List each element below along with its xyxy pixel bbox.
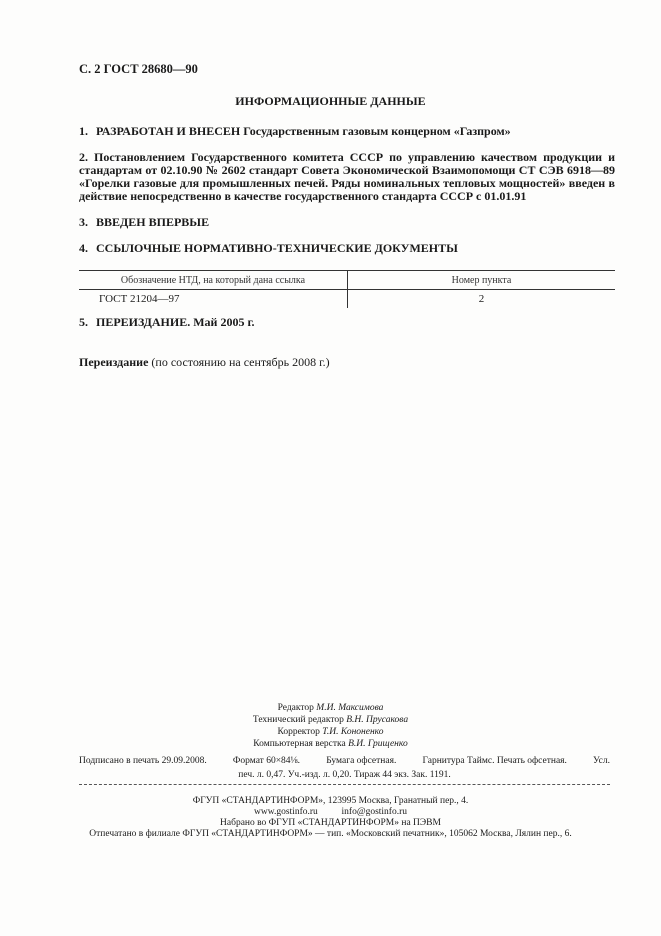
reissue-label: Переиздание xyxy=(79,355,149,369)
table-header-row xyxy=(79,271,615,290)
item-number: 4. xyxy=(79,241,88,255)
info-item-1 xyxy=(79,125,615,138)
info-item-4 xyxy=(79,242,615,255)
imprint-paper: Бумага офсетная. xyxy=(326,756,397,766)
item-number: 1. xyxy=(79,124,88,138)
publisher-printed: Отпечатано в филиале ФГУП «СТАНДАРТИНФОРМ» — тип. «Московский печатник», 105062 Москва, Лялин пер., 6. xyxy=(89,829,572,839)
table-header-designation: Обозначение НТД, на который дана ссылка xyxy=(79,271,348,290)
publisher-address: ФГУП «СТАНДАРТИНФОРМ», 123995 Москва, Гранатный пер., 4. xyxy=(192,796,469,806)
item-text: ВВЕДЕН ВПЕРВЫЕ xyxy=(96,215,210,229)
item-text: Постановлением Государственного комитета СССР по управлению качеством продукции и стандартам от 02.10.90 № 2602 стандарт Совета Экономической Взаимопомощи СТ СЭВ 6918—89 «Горелки газовые для промышленных печей. Ряды номинальных тепловых мощностей» введен в действие непосредственно в качестве государственного стандарта СССР с 01.01.91 xyxy=(79,150,616,203)
table-cell-designation: ГОСТ 21204—97 xyxy=(79,290,348,309)
imprint-line-1 xyxy=(79,754,610,768)
info-item-2 xyxy=(79,151,615,203)
imprint-sheets-label: Усл. xyxy=(593,756,610,766)
item-text: РАЗРАБОТАН И ВНЕСЕН Государственным газовым концерном «Газпром» xyxy=(96,124,511,138)
credits-block xyxy=(0,702,661,750)
credit-proofreader: Корректор Т.И. Кононенко xyxy=(277,727,384,737)
imprint-typeface: Гарнитура Таймс. Печать офсетная. xyxy=(422,756,567,766)
imprint-line-2: печ. л. 0,47. Уч.-изд. л. 0,20. Тираж 44 экз. Зак. 1191. xyxy=(238,770,451,780)
table-row xyxy=(79,290,615,309)
item-number: 3. xyxy=(79,215,88,229)
credit-tech-editor: Технический редактор В.Н. Прусакова xyxy=(252,715,409,725)
info-item-3 xyxy=(79,216,615,229)
reissue-text: (по состоянию на сентябрь 2008 г.) xyxy=(148,355,330,369)
item-text: ПЕРЕИЗДАНИЕ. Май 2005 г. xyxy=(96,315,255,329)
section-title: ИНФОРМАЦИОННЫЕ ДАННЫЕ xyxy=(235,94,426,108)
info-item-5 xyxy=(79,316,615,329)
publisher-typeset: Набрано во ФГУП «СТАНДАРТИНФОРМ» на ПЭВМ xyxy=(220,818,441,828)
divider-line xyxy=(79,784,610,785)
publisher-contacts: www.gostinfo.ru info@gostinfo.ru xyxy=(254,807,407,817)
imprint-signed: Подписано в печать 29.09.2008. xyxy=(79,756,207,766)
item-number: 5. xyxy=(79,315,88,329)
item-text: ССЫЛОЧНЫЕ НОРМАТИВНО-ТЕХНИЧЕСКИЕ ДОКУМЕНТЫ xyxy=(96,241,458,255)
reference-table xyxy=(79,270,615,308)
imprint-block xyxy=(79,754,610,782)
table-header-item-number: Номер пункта xyxy=(348,271,616,290)
reissue-note xyxy=(79,355,330,370)
page-header: С. 2 ГОСТ 28680—90 xyxy=(79,62,198,76)
publisher-block xyxy=(0,796,661,840)
imprint-format: Формат 60×84⅛. xyxy=(232,756,301,766)
credit-layout: Компьютерная верстка В.И. Грищенко xyxy=(253,739,408,749)
credit-editor: Редактор М.И. Максимова xyxy=(277,703,384,713)
table-cell-item-number: 2 xyxy=(478,293,485,305)
item-number: 2. xyxy=(79,150,88,164)
